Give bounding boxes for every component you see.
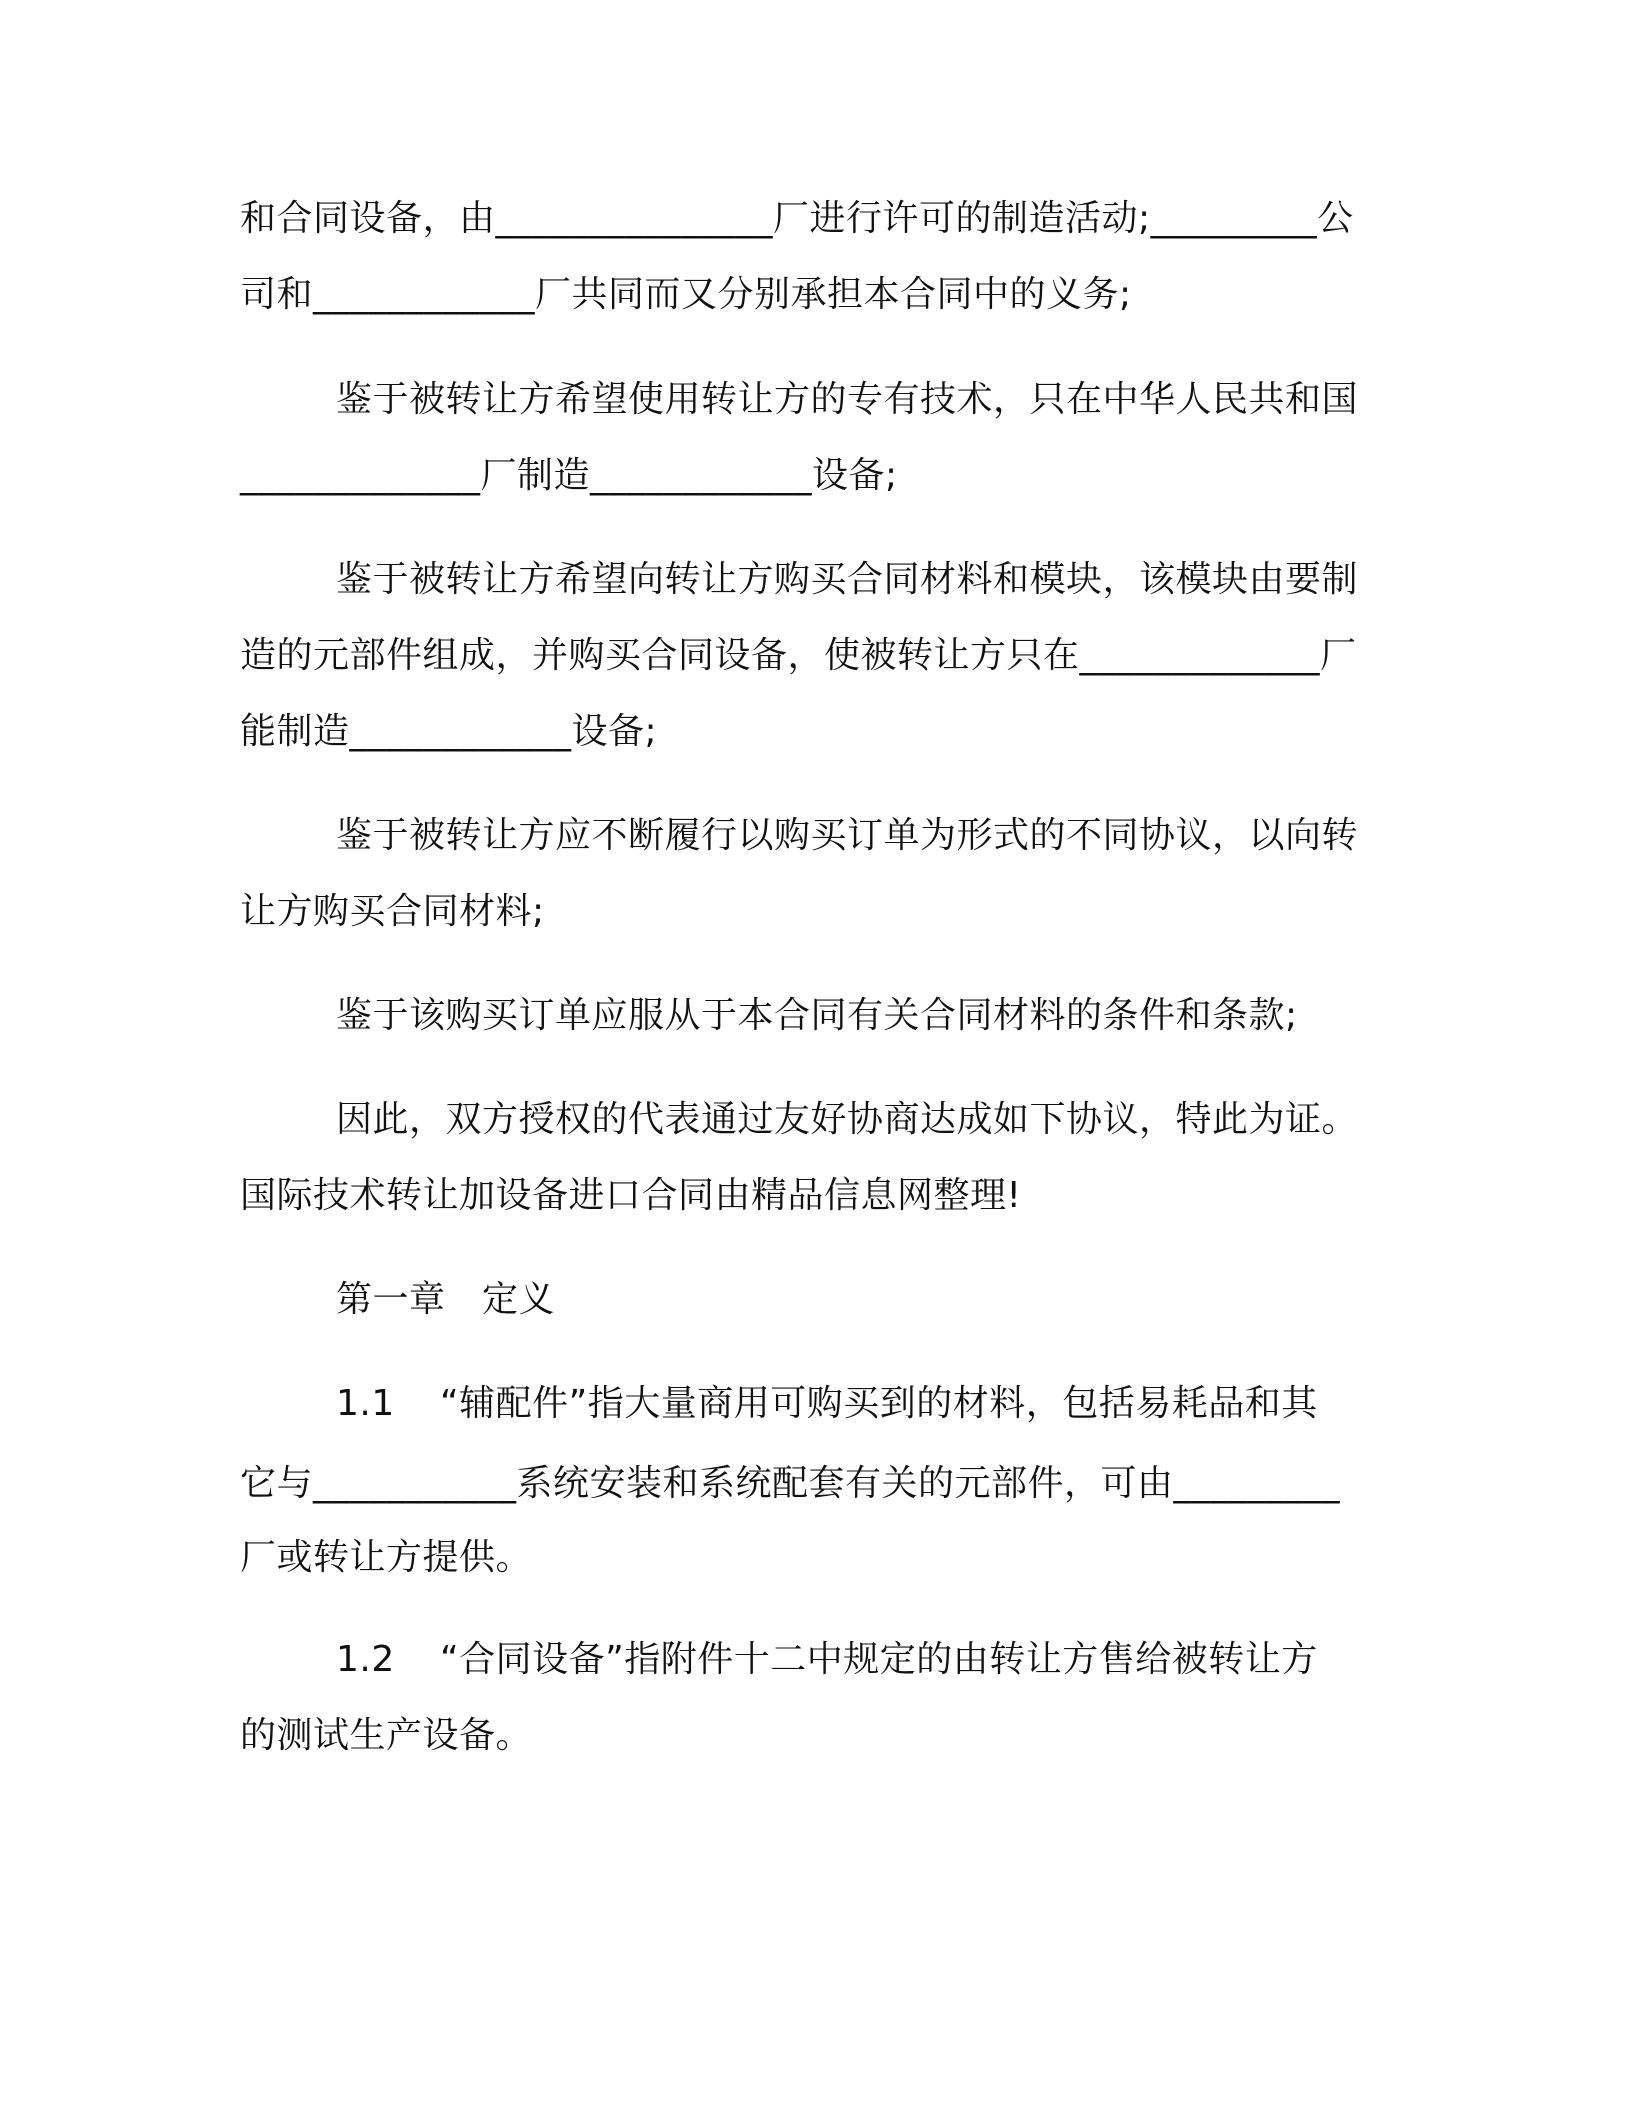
chapter-heading: 第一章 定义 xyxy=(336,1279,556,1320)
paragraph-1-line-1: 和合同设备，由_______________厂进行许可的制造活动;_________公 xyxy=(240,198,1354,239)
paragraph-4-line-2: 让方购买合同材料; xyxy=(240,891,545,932)
clause-number: 1.1 xyxy=(336,1383,395,1424)
paragraph-4-line-1: 鉴于被转让方应不断履行以购买订单为形式的不同协议，以向转 xyxy=(336,815,1359,856)
clause-1-1-line-1 xyxy=(336,1380,1318,1428)
paragraph-1-line-2: 司和____________厂共同而又分别承担本合同中的义务; xyxy=(240,274,1132,315)
clause-1-2-line-2: 的测试生产设备。 xyxy=(240,1715,533,1756)
clause-1-1-line-3: 厂或转让方提供。 xyxy=(240,1537,533,1578)
paragraph-3-line-3: 能制造____________设备; xyxy=(240,711,658,752)
paragraph-5-line-1: 鉴于该购买订单应服从于本合同有关合同材料的条件和条款; xyxy=(336,995,1298,1036)
paragraph-3-line-1: 鉴于被转让方希望向转让方购买合同材料和模块，该模块由要制 xyxy=(336,559,1359,600)
paragraph-2-line-2: _____________厂制造____________设备; xyxy=(240,455,898,496)
clause-text: “合同设备”指附件十二中规定的由转让方售给被转让方 xyxy=(440,1639,1318,1680)
paragraph-2-line-1: 鉴于被转让方希望使用转让方的专有技术，只在中华人民共和国 xyxy=(336,379,1359,420)
paragraph-6-line-2: 国际技术转让加设备进口合同由精品信息网整理! xyxy=(240,1175,1022,1216)
clause-text: “辅配件”指大量商用可购买到的材料，包括易耗品和其 xyxy=(440,1383,1318,1424)
clause-number: 1.2 xyxy=(336,1639,395,1680)
paragraph-3-line-2: 造的元部件组成，并购买合同设备，使被转让方只在_____________厂 xyxy=(240,635,1357,676)
clause-1-2-line-1 xyxy=(336,1636,1318,1684)
clause-1-1-line-2: 它与___________系统安装和系统配套有关的元部件，可由_________ xyxy=(240,1463,1341,1504)
paragraph-6-line-1: 因此，双方授权的代表通过友好协商达成如下协议，特此为证。 xyxy=(336,1099,1359,1140)
